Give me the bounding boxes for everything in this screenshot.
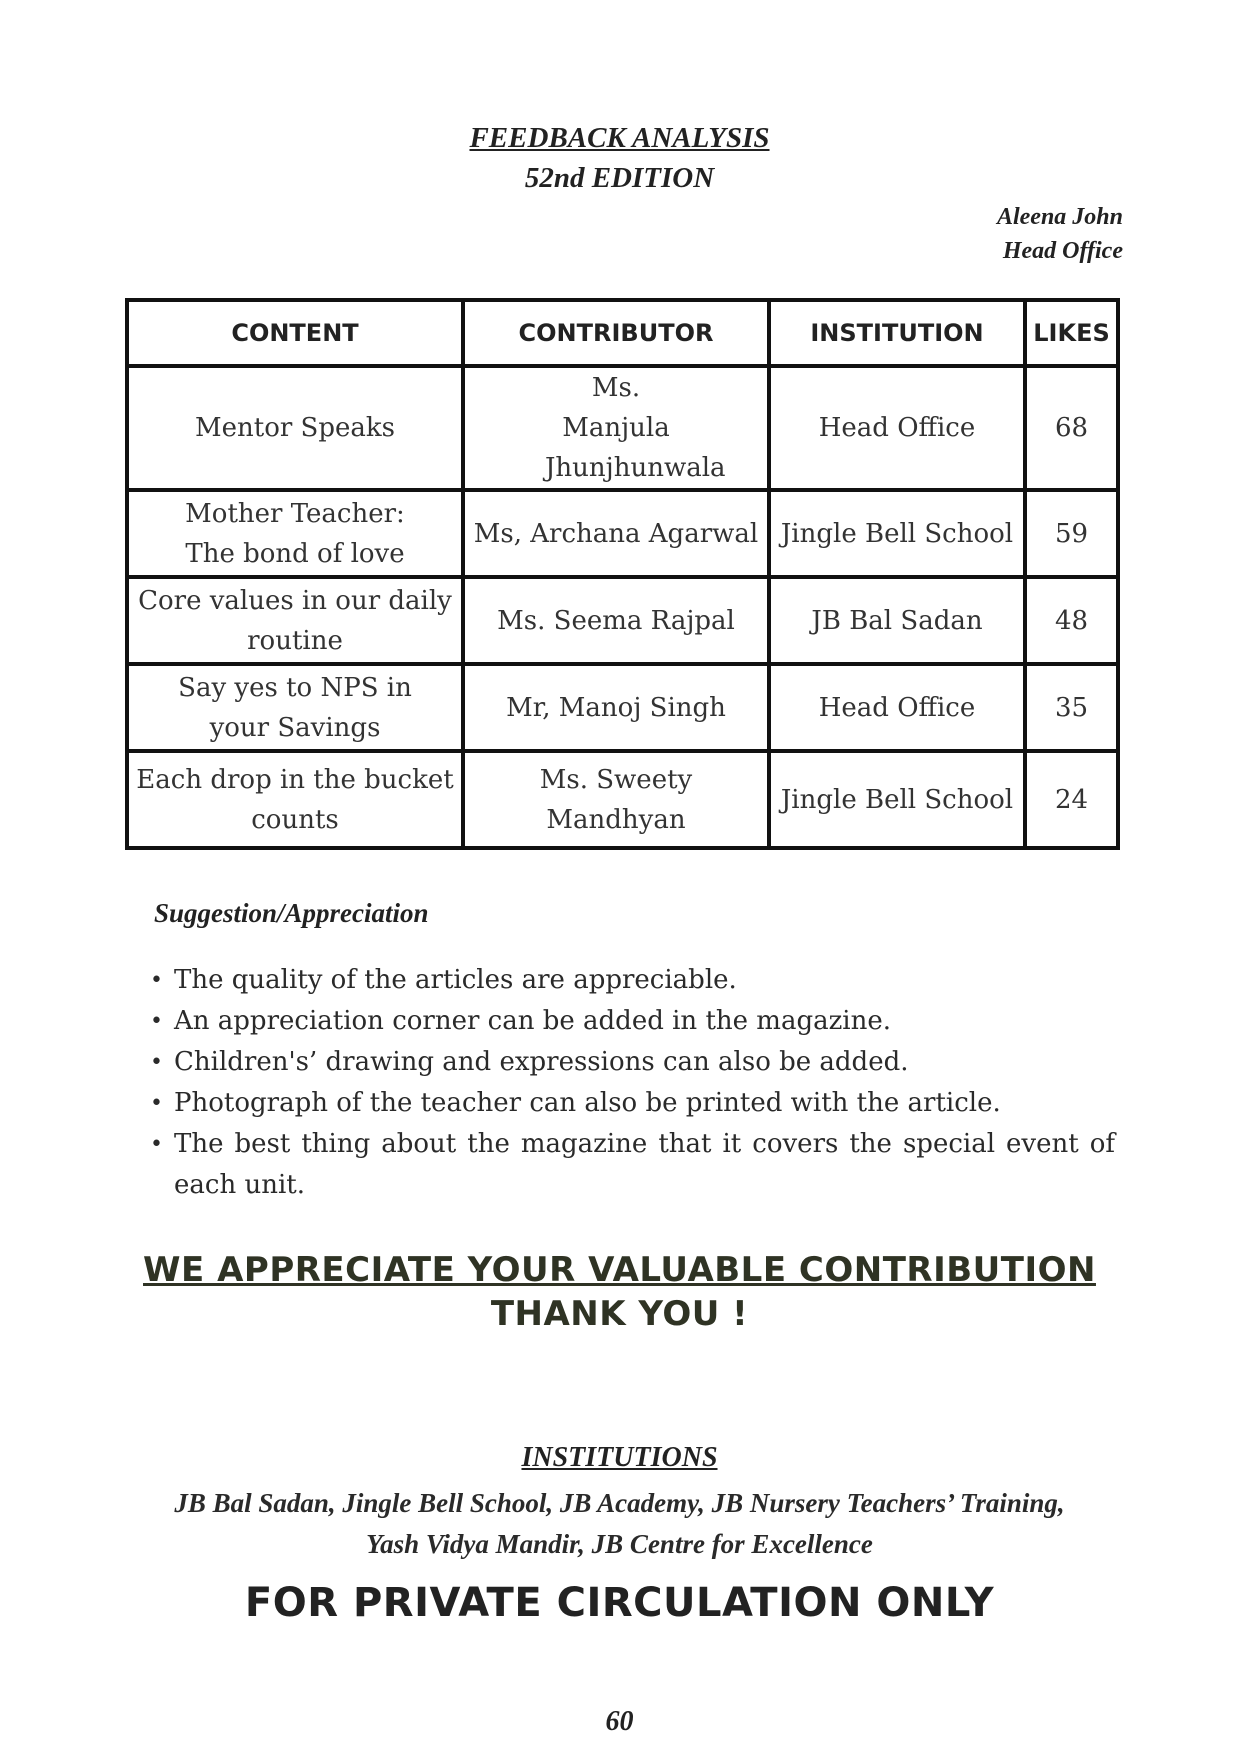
bullet-icon: • (150, 968, 163, 993)
table-row (127, 366, 1118, 490)
suggestions-list (150, 960, 1115, 1206)
title-block (0, 118, 1239, 198)
cell-likes: 24 (1025, 751, 1118, 848)
column-header-content: CONTENT (127, 300, 463, 366)
bullet-icon: • (150, 1009, 163, 1034)
page-title: FEEDBACK ANALYSIS (469, 122, 770, 154)
suggestion-text: The quality of the articles are appreciable. (174, 965, 737, 995)
private-circulation-notice: FOR PRIVATE CIRCULATION ONLY (244, 1580, 995, 1626)
suggestions-heading: Suggestion/Appreciation (154, 898, 429, 928)
table-row (127, 490, 1118, 577)
suggestion-text: The best thing about the magazine that it covers the special event of each unit. (174, 1129, 1115, 1200)
thank-you-line: THANK YOU ! (490, 1294, 749, 1334)
cell-content: Say yes to NPS in your Savings (127, 664, 463, 751)
cell-likes: 48 (1025, 577, 1118, 664)
cell-institution: JB Bal Sadan (769, 577, 1025, 664)
column-header-contributor: CONTRIBUTOR (463, 300, 769, 366)
table-row (127, 751, 1118, 848)
cell-contributor: Mr, Manoj Singh (463, 664, 769, 751)
table-header-row (127, 300, 1118, 366)
list-item (150, 1001, 1115, 1042)
list-item (150, 1083, 1115, 1124)
cell-institution: Jingle Bell School (769, 751, 1025, 848)
edition-label: 52nd EDITION (524, 162, 715, 194)
list-item (150, 1124, 1115, 1206)
author-office: Head Office (1002, 238, 1123, 264)
suggestion-text: An appreciation corner can be added in the magazine. (174, 1006, 891, 1036)
cell-content: Mentor Speaks (127, 366, 463, 490)
cell-contributor: Ms. Manjula Jhunjhunwala (463, 366, 769, 490)
appreciation-line: WE APPRECIATE YOUR VALUABLE CONTRIBUTION (143, 1250, 1096, 1290)
institutions-line: JB Bal Sadan, Jingle Bell School, JB Academy, JB Nursery Teachers’ Training, (174, 1488, 1065, 1518)
bullet-icon: • (150, 1091, 163, 1116)
cell-institution: Head Office (769, 366, 1025, 490)
suggestion-text: Children's’ drawing and expressions can also be added. (174, 1047, 909, 1077)
table-row (127, 577, 1118, 664)
cell-content: Mother Teacher: The bond of love (127, 490, 463, 577)
cell-likes: 68 (1025, 366, 1118, 490)
bullet-icon: • (150, 1132, 163, 1157)
cell-likes: 59 (1025, 490, 1118, 577)
list-item (150, 960, 1115, 1001)
cell-contributor: Ms. Seema Rajpal (463, 577, 769, 664)
cell-contributor: Ms. Sweety Mandhyan (463, 751, 769, 848)
cell-institution: Jingle Bell School (769, 490, 1025, 577)
cell-content: Each drop in the bucket counts (127, 751, 463, 848)
feedback-table (125, 298, 1120, 850)
page-number: 60 (605, 1706, 634, 1737)
cell-content: Core values in our daily routine (127, 577, 463, 664)
cell-contributor: Ms, Archana Agarwal (463, 490, 769, 577)
table-row (127, 664, 1118, 751)
appreciation-banner (0, 1248, 1239, 1336)
column-header-institution: INSTITUTION (769, 300, 1025, 366)
author-name: Aleena John (996, 204, 1123, 230)
column-header-likes: LIKES (1025, 300, 1118, 366)
institutions-list (0, 1483, 1239, 1565)
suggestion-text: Photograph of the teacher can also be printed with the article. (174, 1088, 1001, 1118)
author-block (997, 200, 1123, 268)
institutions-heading: INSTITUTIONS (521, 1442, 718, 1473)
institutions-line: Yash Vidya Mandir, JB Centre for Excellence (366, 1529, 873, 1559)
list-item (150, 1042, 1115, 1083)
cell-institution: Head Office (769, 664, 1025, 751)
cell-likes: 35 (1025, 664, 1118, 751)
bullet-icon: • (150, 1050, 163, 1075)
